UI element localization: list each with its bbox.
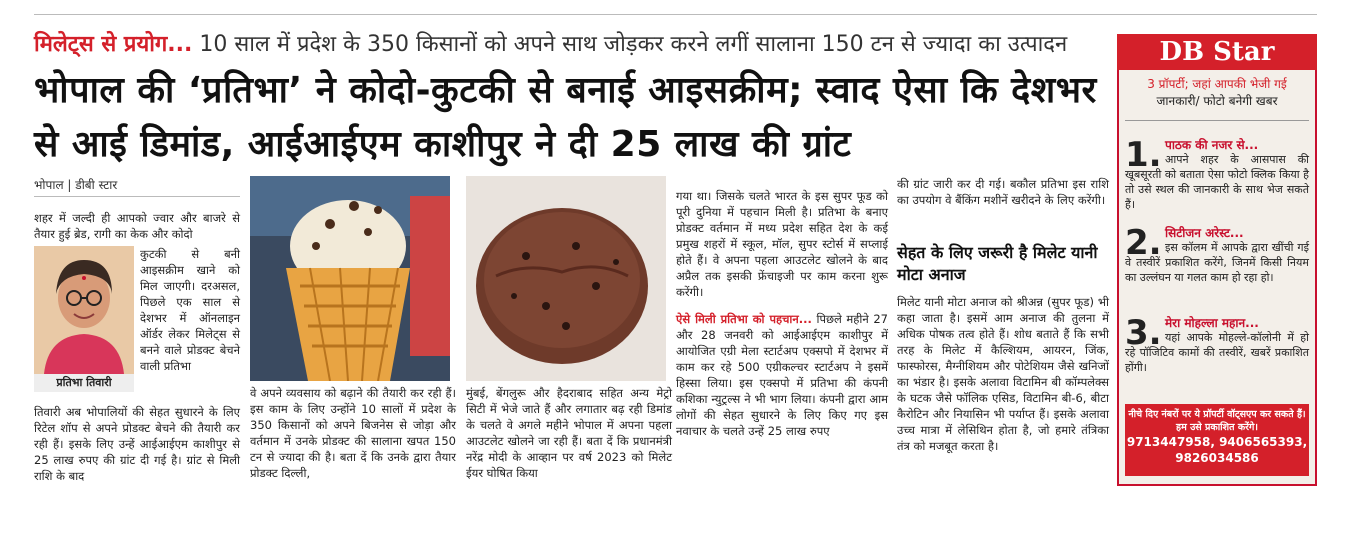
sidebar-phones-line-2: 9826034586 (1175, 451, 1259, 465)
cake-photo (466, 176, 666, 381)
sidebar-item-3-number: 3. (1125, 313, 1162, 353)
col5-para-2: मिलेट यानी मोटा अनाज को श्रीअन्न (सुपर फूड) भी कहा जाता है। इसमें आम अनाज की तुलना में अधिक पोषक तत्व होते हैं। शोध बताते हैं कि सभी तरह के मिलेट में कैल्शियम, आयरन, जिंक, फास्फोरस, मैग्नीशियम और पोटेशियम जैसे खनिजों का भंडार है। इसके अलावा विटामिन बी कॉम्पलेक्स के घटक जैसे फॉलिक एसिड, विटामिन बी-6, बीटा कैरोटिन और नियासिन भी पर्याप्त हैं। इसके अलावा उच्च मात्रा में लेसिथिन होता है, जो हमारे तंत्रिका तंत्र को मजबूत करता है। (897, 295, 1109, 453)
db-star-logo: DB Star (1117, 34, 1317, 70)
sidebar-intro (1125, 76, 1309, 110)
sidebar-footer-note: नीचे दिए नंबरों पर ये प्रॉपर्टी वॉट्सएप कर सकते हैं। हम उसे प्रकाशित करेंगे। (1128, 409, 1306, 433)
top-rule (34, 14, 1317, 15)
sidebar-phones-line-1: 9713447958, 9406565393, (1126, 435, 1308, 449)
sidebar-item-2-number: 2. (1125, 223, 1162, 263)
sidebar-rule (1125, 120, 1309, 121)
col4-subhead: ऐसे मिली प्रतिभा को पहचान... (676, 312, 812, 326)
sidebar-item-2-text: इस कॉलम में आपके द्वारा खींची गई वे तस्वीरें प्रकाशित करेंगे, जिनमें किसी नियम का उल्लंघन या गलत काम हो रहा हो। (1125, 241, 1309, 284)
sidebar-item-1-number: 1. (1125, 135, 1162, 175)
col1-bottom-text: तिवारी अब भोपालियों की सेहत सुधारने के लिए रिटेल शॉप से अपने प्रोडक्ट बेचने की तैयारी कर रही हैं। इसके लिए उन्हें आईआईएम काशीपुर से 25 लाख रुपए की ग्रांट दी गई है। ग्रांट से मिली राशि के बाद (34, 405, 240, 483)
kicker-text: 10 साल में प्रदेश के 350 किसानों को अपने साथ जोड़कर करने लगीं सालाना 150 टन से ज्यादा का उत्पादन (199, 32, 1068, 57)
headline: भोपाल की ‘प्रतिभा’ ने कोदो-कुटकी से बनाई आइसक्रीम; स्वाद ऐसा कि देशभर से आई डिमांड, आईआईएम काशीपुर ने दी 25 लाख की ग्रांट (34, 70, 1097, 165)
col2-text: वे अपने व्यवसाय को बढ़ाने की तैयारी कर रही हैं। इस काम के लिए उन्होंने 10 सालों में प्रदेश के 350 किसानों को अपने बिजनेस से जोड़ा और वर्तमान में उनके प्रोडक्ट की सालाना खपत 150 टन से ज्यादा की है। बता दें कि उनके द्वारा तैयार प्रोडक्ट दिल्ली, (250, 386, 456, 480)
kicker-line (34, 28, 1067, 62)
col4 (676, 176, 888, 451)
dateline: भोपाल | डीबी स्टार (34, 178, 118, 192)
col1-top-text: शहर में जल्दी ही आपको ज्वार और बाजरे से तैयार हुई ब्रेड, रागी का केक और कोदो (34, 211, 240, 241)
sidebar-item-1-title: पाठक की नजर से... (1165, 138, 1259, 152)
sidebar-intro-red: 3 प्रॉपर्टी; जहां आपकी भेजी गई (1147, 77, 1287, 91)
portrait-photo (34, 246, 134, 374)
sidebar-item-2-title: सिटीजन अरेस्ट... (1165, 226, 1244, 240)
dateline-rule (34, 196, 240, 197)
col5-heading: सेहत के लिए जरूरी है मिलेट यानी मोटा अनाज (897, 243, 1098, 284)
kicker-label: मिलेट्स से प्रयोग... (34, 32, 193, 57)
ice-cream-photo (250, 176, 450, 381)
col5-para-1: की ग्रांट जारी कर दी गई। बकौल प्रतिभा इस राशि का उपयोग वे बैंकिंग मशीनें खरीदने के लिए करेंगी। (897, 177, 1109, 207)
portrait-caption: प्रतिभा तिवारी (34, 374, 134, 392)
sidebar-intro-black: जानकारी/ फोटो बनेगी खबर (1156, 94, 1278, 108)
col4-para-2 (676, 311, 888, 439)
col1-right-text: कुटकी से बनी आइसक्रीम खाने को मिल जाएगी। दरअसल, पिछले एक साल से देशभर में ऑनलाइन ऑर्डर लेकर मिलेट्स से बनने वाले प्रोडक्ट बेचने वाली प्रतिभा (140, 247, 240, 373)
col4-para-1: गया था। जिसके चलते भारत के इस सुपर फूड को पूरी दुनिया में पहचान मिली है। प्रतिभा के बनाए प्रोडक्ट वर्तमान में मध्य प्रदेश सहित देश के कई प्रमुख शहरों में स्कूल, मॉल, सुपर स्टोर्स में सप्लाई होते हैं। वे अपना पहला आउटलेट खोलने के बाद अप्रैल तक इसकी फ्रेंचाइजी पर काम करना शुरू करेंगी। (676, 188, 888, 299)
sidebar-item-1-text: आपने शहर के आसपास की खूबसूरती को बताता ऐसा फोटो क्लिक किया है तो उसे स्थल की जानकारी के साथ भेज सकते हैं। (1125, 153, 1309, 211)
sidebar-item-3-text: यहां आपके मोहल्ले-कॉलोनी में हो रहे पॉजिटिव कामों की तस्वीरें, खबरें प्रकाशित होंगी। (1125, 331, 1309, 374)
sidebar-item-3-title: मेरा मोहल्ला महान... (1165, 316, 1259, 330)
col4-para-2-text: पिछले महीने 27 और 28 जनवरी को आईआईएम काशीपुर में आयोजित एग्री मेला स्टार्टअप एक्सपो में देशभर में काम कर रहे 500 एग्रीकल्चर स्टार्टअप ने इसमें हिस्सा लिया। इस एक्सपो में प्रतिभा की कंपनी कशिका न्युट्रल्स ने भी भाग लिया। कंपनी द्वारा आम लोगों की सेहत सुधारने के लिए किए गए इस नवाचार के चलते उन्हें 25 लाख रुपए (676, 312, 888, 438)
sidebar-footer (1125, 404, 1309, 476)
col3-text: मुंबई, बेंगलुरू और हैदराबाद सहित अन्य मेट्रो सिटी में भेजे जाते हैं और लगातार बढ़ रही डिमांड के चलते वे अगले महीने भोपाल में अपना पहला आउटलेट खोलने जा रही हैं। बता दें कि प्रधानमंत्री नरेंद्र मोदी के आव्हान पर वर्ष 2023 को मिलेट ईयर घोषित किया (466, 386, 672, 480)
